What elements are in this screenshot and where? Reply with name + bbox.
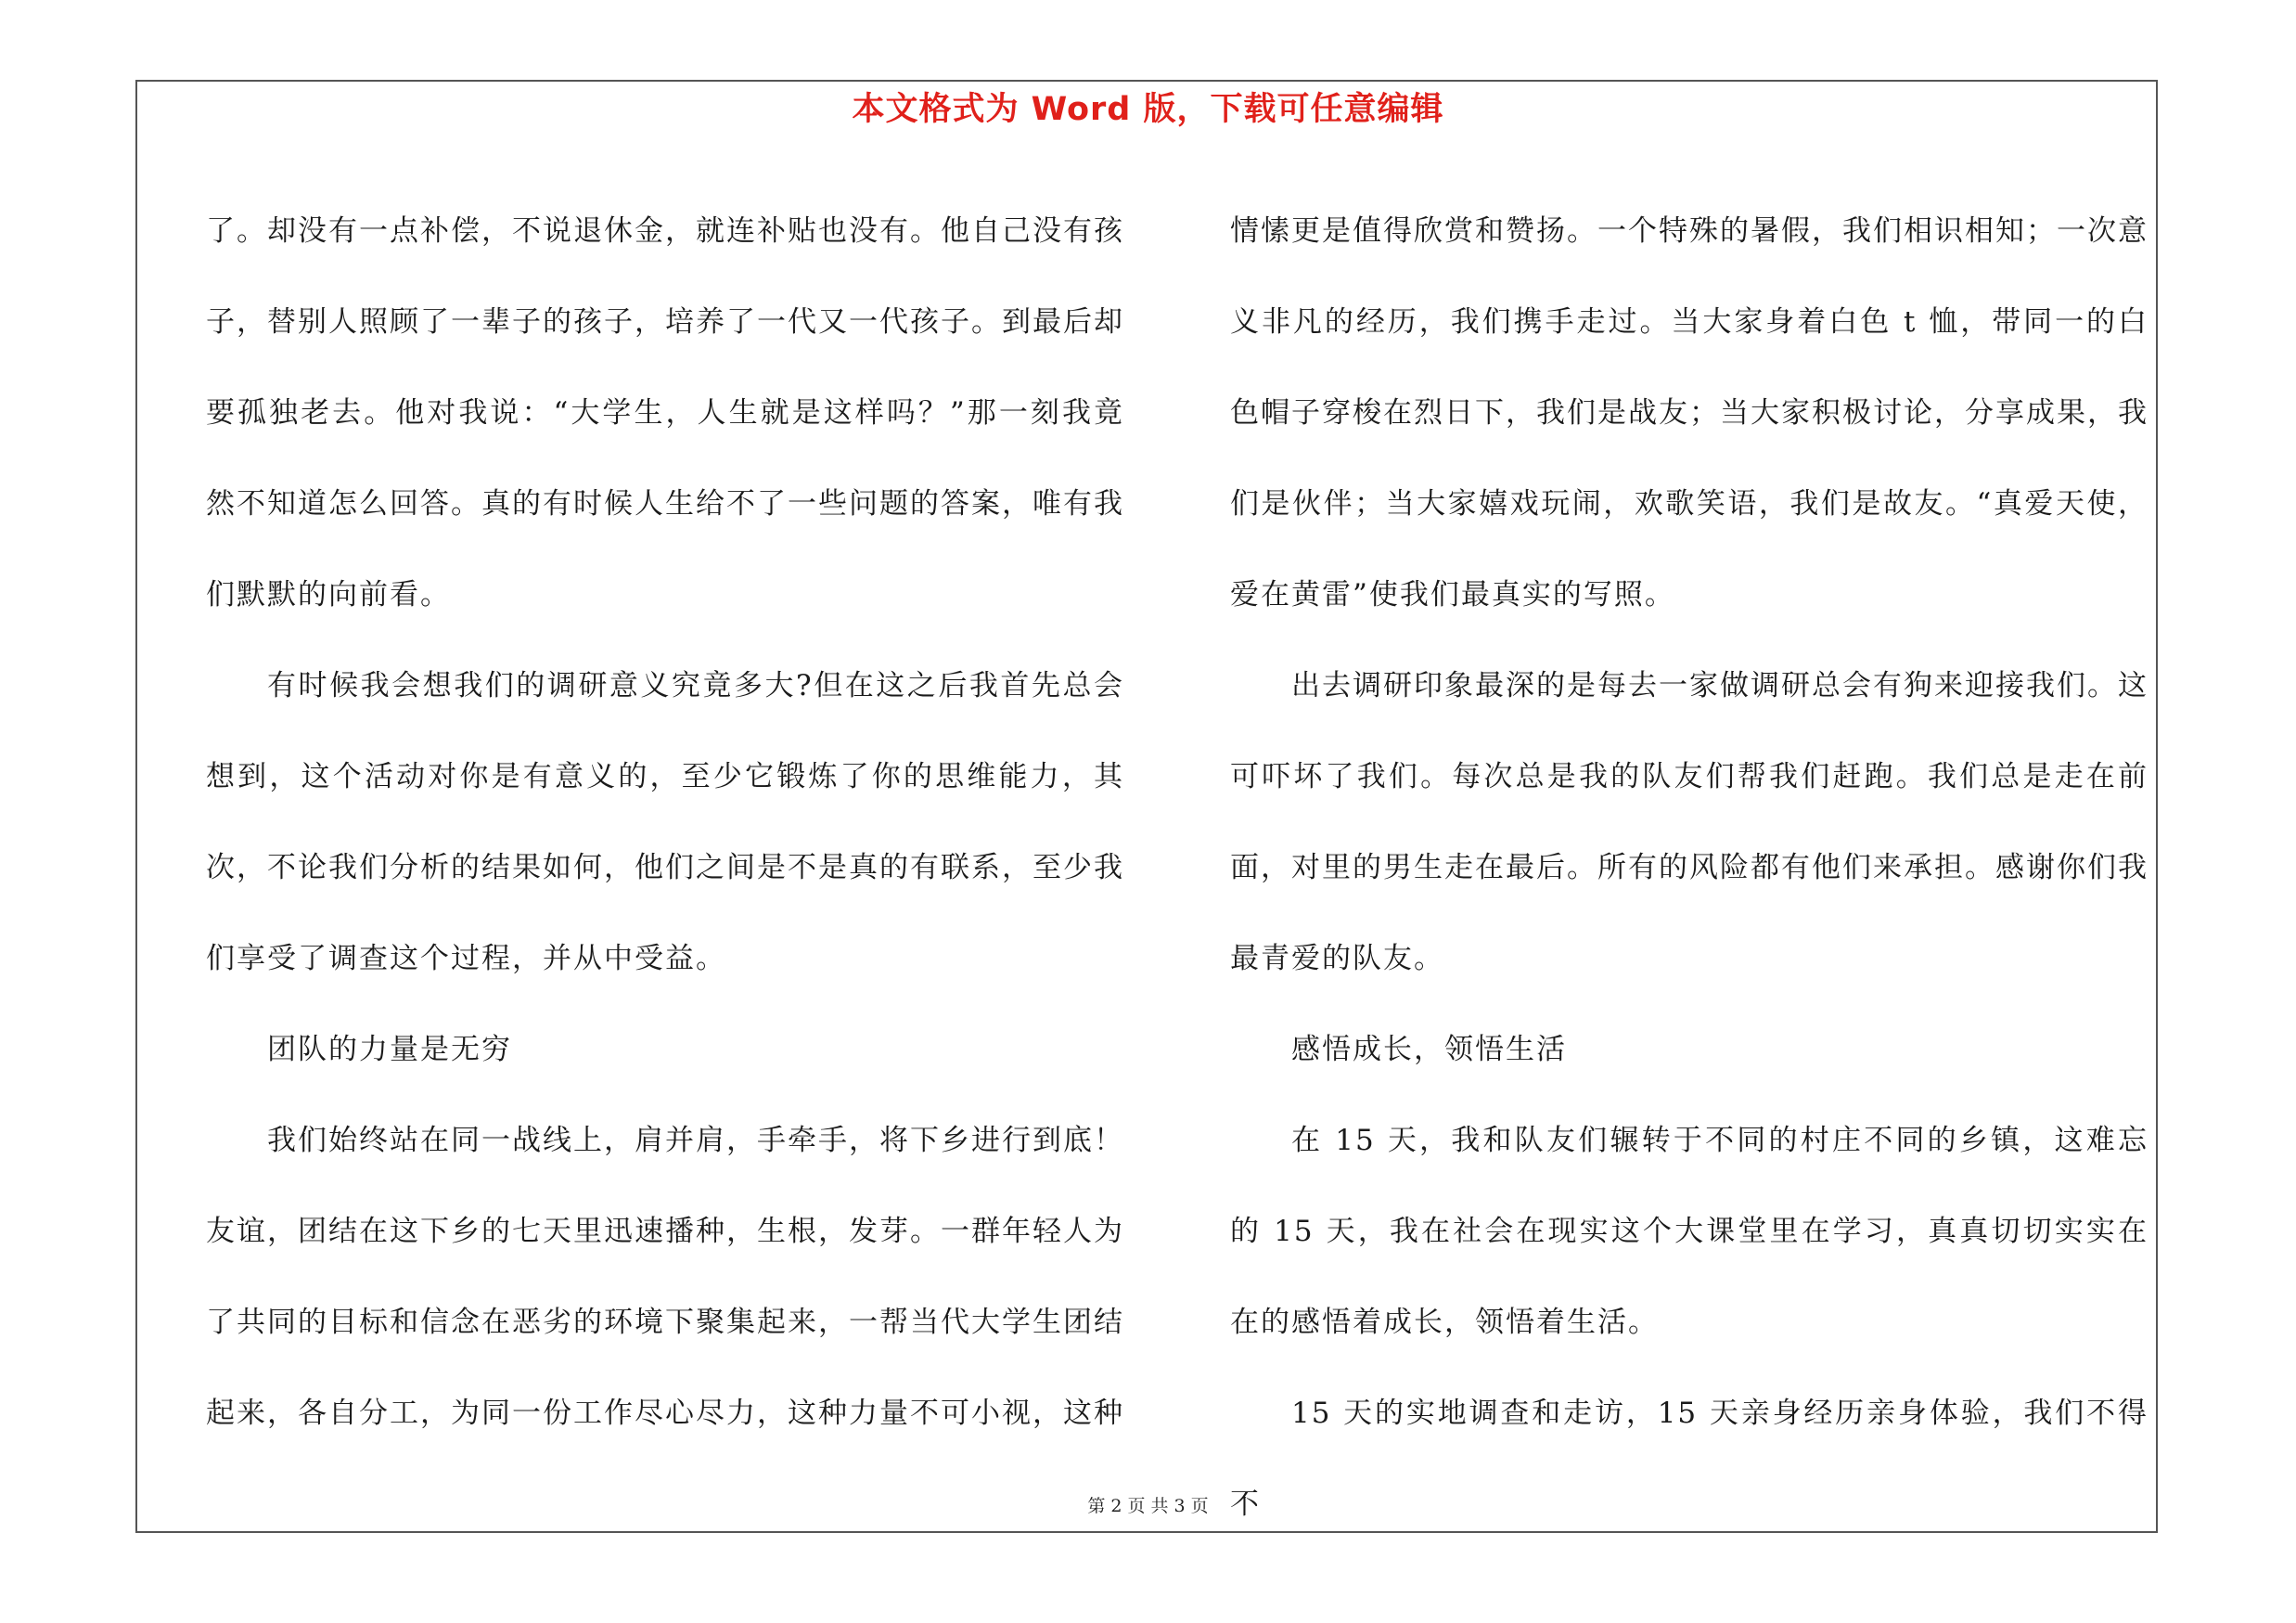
section-heading: 感悟成长，领悟生活 xyxy=(1291,1033,1567,1066)
header-banner: 本文格式为 Word 版，下载可任意编辑 xyxy=(852,91,1444,128)
paragraph: 情愫更是值得欣赏和赞扬。一个特殊的暑假，我们相识相知；一次意义非凡的经历，我们携手走过。当大家身着白色 t 恤，带同一的白色帽子穿梭在烈日下，我们是战友；当大家积极讨论，分享成果，我们是伙伴；当大家嬉戏玩闹，欢歌笑语，我们是故友。“真爱天使，爱在黄雷”使我们最真实的写照。 xyxy=(1230,214,2148,612)
paragraph: 我们始终站在同一战线上，肩并肩，手牵手，将下乡进行到底！友谊，团结在这下乡的七天里迅速播种，生根，发芽。一群年轻人为了共同的目标和信念在恶劣的环境下聚集起来，一帮当代大学生团结起来，各自分工，为同一份工作尽心尽力，这种力量不可小视，这种 xyxy=(206,1124,1124,1430)
paragraph: 了。却没有一点补偿，不说退休金，就连补贴也没有。他自己没有孩子，替别人照顾了一辈子的孩子，培养了一代又一代孩子。到最后却要孤独老去。他对我说：“大学生，人生就是这样吗？”那一刻我竟然不知道怎么回答。真的有时候人生给不了一些问题的答案，唯有我们默默的向前看。 xyxy=(206,214,1124,612)
left-column xyxy=(206,186,1124,1459)
paragraph: 15 天的实地调查和走访，15 天亲身经历亲身体验，我们不得不 xyxy=(1230,1397,2148,1521)
page-number: 第 2 页 共 3 页 xyxy=(1087,1496,1209,1516)
right-column xyxy=(1230,186,2148,1550)
paragraph: 在 15 天，我和队友们辗转于不同的村庄不同的乡镇，这难忘的 15 天，我在社会在现实这个大课堂里在学习，真真切切实实在在的感悟着成长，领悟着生活。 xyxy=(1230,1124,2148,1339)
paragraph: 有时候我会想我们的调研意义究竟多大?但在这之后我首先总会想到，这个活动对你是有意义的，至少它锻炼了你的思维能力，其次，不论我们分析的结果如何，他们之间是不是真的有联系，至少我们享受了调查这个过程，并从中受益。 xyxy=(206,669,1124,975)
paragraph: 出去调研印象最深的是每去一家做调研总会有狗来迎接我们。这可吓坏了我们。每次总是我的队友们帮我们赶跑。我们总是走在前面，对里的男生走在最后。所有的风险都有他们来承担。感谢你们我最青爱的队友。 xyxy=(1230,669,2148,975)
section-heading: 团队的力量是无穷 xyxy=(267,1033,512,1066)
